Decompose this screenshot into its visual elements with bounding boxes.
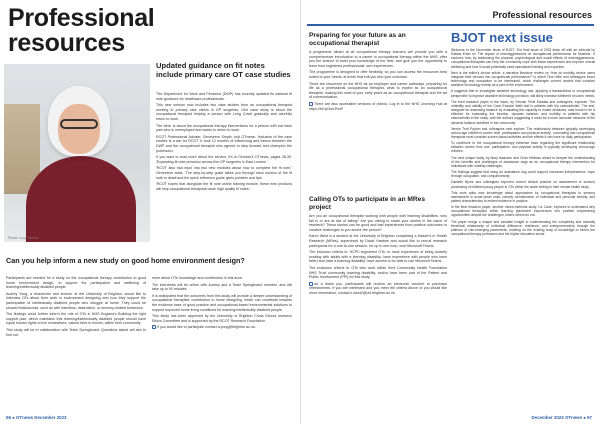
paragraph: This work adds new knowledge about approaches by occupational therapists to sensory assessment in acute-onset units, namely consideration of individual and personal identity, and patient characteristics to embed evidence in practice. bbox=[451, 190, 595, 203]
paragraph: The programme is designed to offer flexibility, so you can access the resources best suited to your needs, at times that suit you and your workload. bbox=[309, 70, 447, 79]
paragraph: The exclusion criteria is: OTs who work within Kent Community Health Foundation NHS Trust community learning disability, and/or have been part of the Patient and Public Involvement (PPI) for this study. bbox=[309, 265, 447, 280]
paragraph: To contribute to the occupational therapy evidence base regarding the significant relationship between screen time use, participation, and physical activity in typically developing school-age children. bbox=[451, 141, 595, 154]
paragraph: If you want to read more about the service, it's in October's OTnews, pages 38-39. 'Expanding fit note provision across five GP surgeries in East London'. bbox=[156, 155, 292, 164]
email-icon bbox=[152, 325, 156, 329]
paragraph: It suggests that to investigate assistive technology use, applying a transactional or occupational perspective to improve assistive technology provision, will likely increase fulfilment of users' needs. bbox=[451, 89, 595, 98]
paragraph: The other is about the occupational therapy interventions for a person with low back pain who is unemployed and wants to return to work. bbox=[156, 123, 292, 133]
future-article-body bbox=[309, 50, 447, 113]
paragraph: This study will be in collaboration with Team Springboard. Questions asked will aim to find out bbox=[6, 327, 146, 337]
paragraph: Are you an occupational therapist working with people with learning disabilities, who fall in or are at risk of falling? Are you willing to share your stories in the name of research? These stories can be good and bad experiences from positive outcomes or creative challenges to you and/or the person? bbox=[309, 214, 447, 232]
paragraph: RCOT Professional Adviser, Genevieve Smyth, told OTnews: 'Inclusion of the case studies is a win for RCOT. It took 12 months of influencing and liaison between the DWP and the occupational therapist who agreed to step forward and champion the profession. bbox=[156, 134, 292, 153]
mres-article-heading: Calling OTs to participate in an MRes project bbox=[309, 196, 426, 211]
contact-paragraph bbox=[309, 282, 447, 296]
paragraph: 'RCOT hopes that alongside the fit note online training module, these new products will help occupational therapists issue high quality fit notes.' bbox=[156, 182, 292, 191]
email-icon bbox=[309, 282, 313, 286]
study-article-heading: Can you help inform a new study on good home environment design? bbox=[6, 256, 245, 265]
mres-article-body bbox=[309, 214, 447, 298]
paragraph: The interviews will be online with Audrey and a Team Springboard member, and will take up to 90 minutes. bbox=[152, 282, 292, 292]
photo-credit: Photo: Lucy Hanna bbox=[8, 236, 38, 240]
right-page bbox=[300, 0, 600, 424]
section-header: Professional resources bbox=[492, 10, 592, 20]
bjot-heading: BJOT next issue bbox=[451, 30, 553, 45]
paragraph: The third research paper in the issue, by Sevcan Tevik Karatas and colleagues, explores 'The reliability and validity of the Cone Evasion Walk test in patients with hip osteoarthritis'. The test, designed for assessing balance by evaluating the capacity to evade obstacles, was found to be a effective for evaluating the function, dynamic balance, and mobility in patients with hip osteoarthritis in the study, with the authors suggesting it could be a more accurate measure of the dynamic balance activities in the community. bbox=[451, 99, 595, 125]
page-footer-left: 56 ● OTnews December 2023 bbox=[6, 415, 67, 420]
paragraph: It is anticipated that the outcomes from this study will provide a deeper understanding of occupational therapists' contribution to home designing, which can contribute towards the evidence base of good practice and occupational-based environmental solutions to support improved home living conditions for learning/intellectually disabled people. bbox=[152, 293, 292, 312]
page-title-line2: resources bbox=[8, 29, 125, 57]
paragraph: In the final research paper, another mixed-methods study, Liz Cade, explores to understand why occupational therapists within learning placement experiences into positive empowering opportunities despite the challenges, where others do not. bbox=[451, 205, 595, 218]
paragraph: This study has been approved by the University of Brighton Cross School research Ethics Committee and is supported by the RCOT Research Foundation. bbox=[152, 314, 292, 323]
paragraph: more about OTs' knowledge and contribution in this area. bbox=[152, 276, 243, 280]
paragraph: Karen West is a student at the University of Brighton completing a Master's in Health Research (MRes), supervised by David Hawkes and would like to recruit research participants for a one-to-one session, for up to one hour, over Microsoft Teams. bbox=[309, 234, 447, 248]
paragraph: This new version now includes two case studies from an occupational therapist working in primary care clinics in GP surgeries. One case study is about the occupational therapist helping a person with Long Covid gradually and carefully return to work. bbox=[156, 103, 292, 121]
bjot-body bbox=[451, 48, 595, 238]
paragraph: The next unique study, by Mary Isaacson and Chan Hellman aimed to deepen the understanding of the benefits and challenges of assistance dogs as an occupational therapy intervention for individuals with mobility challenges. bbox=[451, 155, 595, 168]
link-paragraph bbox=[309, 102, 447, 111]
paragraph: There are resources on the NHS as an employer and career pathways, preparing for life as a professional occupational therapist, what to expect as an occupational therapist, making the most of your early years as an occupational therapist and the art of communication. bbox=[309, 81, 447, 100]
paragraph: Audrey Yong, a researcher and lecturer at the University of Brighton, would like to interview OTs about their work in environment designing and how they support the participation of intellectually disabled people who struggle at home. They could be shower/hoist/access, such as with harmless, destructive, or sensory-related behaviour. bbox=[6, 291, 146, 310]
paragraph: The findings could further inform the role of OTs in NHS England's Building the right support plan, which maintains that learning/intellectually disabled people should have equal human rights to live somewhere, valued lives in homes, within their community. bbox=[6, 312, 146, 326]
fitnote-article-heading: Updated guidance on fit notes include primary care OT case studies bbox=[156, 61, 291, 79]
paragraph: Danielle Byrne and colleagues explored current clinical practice on assessment of sensory processing of children/young people in OTs within the acute setting in their mental health study. bbox=[451, 180, 595, 189]
paragraph: Participants are needed for a study on the occupational therapy contribution to good home environment design, to support the participation and wellbeing of learning/intellectually disabled people. bbox=[6, 276, 146, 290]
page-title-line1: Professional bbox=[8, 4, 155, 32]
study-article-col2 bbox=[152, 276, 292, 332]
paragraph: The inclusion criteria is: HCPC-registered OTs; to have experience of being actively working with adults with a learning disability; have experience with people who have fallen and have a learning disability, have access to be able to use Microsoft Teams. bbox=[309, 250, 447, 264]
paragraph: A programme aimed at all occupational therapy learners will provide you with a comprehensive introduction to a career in occupational therapy within the NHS, offer you the chance to build your knowledge of the field, and give you the opportunity to learn from registered professionals' own experiences. bbox=[309, 50, 447, 68]
page-footer-right: December 2023 OTnews ● 57 bbox=[531, 415, 592, 420]
learning-hub-link[interactable]: There are also accessible versions of videos. Log in to the NHS Learning Hub at https://bit.ly/3wLPwrF bbox=[309, 101, 447, 111]
paragraph: Jennie Trott Payton and colleagues next explore 'The relationship between typically developing school-age children's screen time, participation and physical activity', concluding that occupational therapists must consider screen-based activities and the effects it can have on daily participation. bbox=[451, 126, 595, 139]
paragraph: Welcome to the December issue of BJOT. The final issue of 2023 kicks off with an editorial by Sabina Khan on 'The impact of microaggressions on occupational performance for Muslims'. It explores how, by addressing the physical, psychological and social effects of microaggressions, occupational therapists can help the community cope with these experiences and improve overall wellbeing and how it would potentially need specialised training and expertise. bbox=[451, 48, 595, 69]
contact-paragraph bbox=[152, 325, 292, 330]
header-divider bbox=[307, 24, 594, 26]
paragraph: The findings suggest that using an assistance dog could support increased independence, hope through occupation, and companionship. bbox=[451, 170, 595, 179]
paragraph: 'RCOT also had input into two new modules about how to complete the fit note,' Genevieve adds. 'The step-by-step guide takes you through each section of the fit note in detail and the quick reference guide gives pointers and tips. bbox=[156, 166, 292, 180]
contact-text: If you would like to participate contact a.yong@brighton.ac.uk. bbox=[157, 325, 256, 330]
portrait-photo bbox=[4, 64, 150, 242]
link-icon bbox=[309, 102, 313, 106]
contact-text: As a thank you, participants will receive an electronic voucher to purchase refreshments. If you are interested and you meet the criteria above or you would like more information, contact k.west2@uni.brighton.ac.uk. bbox=[309, 281, 447, 295]
fitnote-article-body bbox=[156, 92, 292, 193]
paragraph: The paper brings a unique and valuable insight to understanding the complexity and mutually beneficial relationship of individual difference, resilience, and entrepreneurship through the platform of role-emerging placements, building on the existing body of knowledge to inform the occupational therapy profession and the higher education sector. bbox=[451, 219, 595, 237]
future-article-heading: Preparing for your future as an occupational therapist bbox=[309, 32, 406, 47]
study-article-col1 bbox=[6, 276, 146, 339]
paragraph: Next is the editor's choice article, a narrative literature review on 'How do mobility device users integrate their devices into occupational performance?' in which Tina Helle and colleagues found technology and occupation to be intertwined, which challenges current models that consider assistive technology mainly as a part of the environment. bbox=[451, 70, 595, 88]
page-title bbox=[8, 6, 154, 56]
paragraph: The Department for Work and Pensions (DWP) has recently updated its national fit note guidance for healthcare professionals. bbox=[156, 92, 292, 101]
